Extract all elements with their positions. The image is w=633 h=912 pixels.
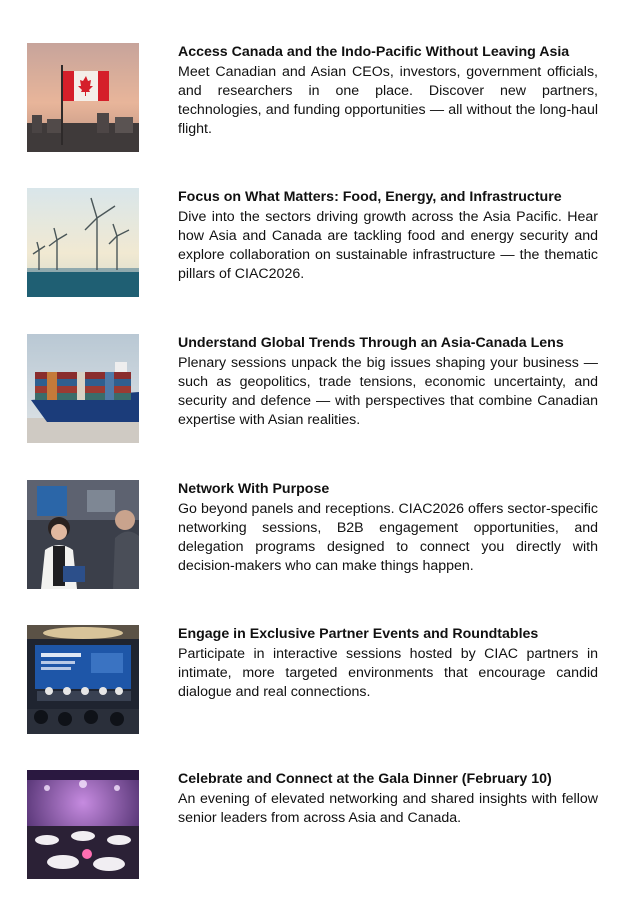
item-title: Access Canada and the Indo-Pacific Without Leaving Asia xyxy=(178,44,570,60)
container-ship-photo xyxy=(27,334,139,443)
item-description: Participate in interactive sessions hosted by CIAC partners in intimate, more targeted environments that encourage candid dialogue and real connections. xyxy=(178,645,598,701)
gala-dinner-photo xyxy=(27,770,139,879)
item-title: Understand Global Trends Through an Asia-Canada Lens xyxy=(178,335,564,351)
item-description: An evening of elevated networking and shared insights with fellow senior leaders from across Asia and Canada. xyxy=(178,790,598,826)
item-description: Go beyond panels and receptions. CIAC2026 offers sector-specific networking sessions, B2B engagement opportunities, and delegation programs designed to connect you directly with decision-makers who can make things happen. xyxy=(178,500,598,575)
item-description: Plenary sessions unpack the big issues shaping your business — such as geopolitics, trade tensions, economic uncertainty, and security and defence — with perspectives that combine Canadian expertise with Asian realities. xyxy=(178,354,598,429)
item-title: Focus on What Matters: Food, Energy, and Infrastructure xyxy=(178,189,562,205)
item-description: Meet Canadian and Asian CEOs, investors, government officials, and researchers in one place. Discover new partners, technologies, and funding opportunities — all without the long-haul flight. xyxy=(178,63,598,138)
networking-photo xyxy=(27,480,139,589)
panel-session-photo xyxy=(27,625,139,734)
item-description: Dive into the sectors driving growth across the Asia Pacific. Hear how Asia and Canada are tackling food and energy security and explore collaboration on sustainable infrastructure — the thematic pillars of CIAC2026. xyxy=(178,208,598,283)
item-title: Engage in Exclusive Partner Events and Roundtables xyxy=(178,626,539,642)
wind-turbines-photo xyxy=(27,188,139,297)
item-title: Network With Purpose xyxy=(178,481,330,497)
item-title: Celebrate and Connect at the Gala Dinner (February 10) xyxy=(178,771,552,787)
canadian-flag-photo xyxy=(27,43,139,152)
